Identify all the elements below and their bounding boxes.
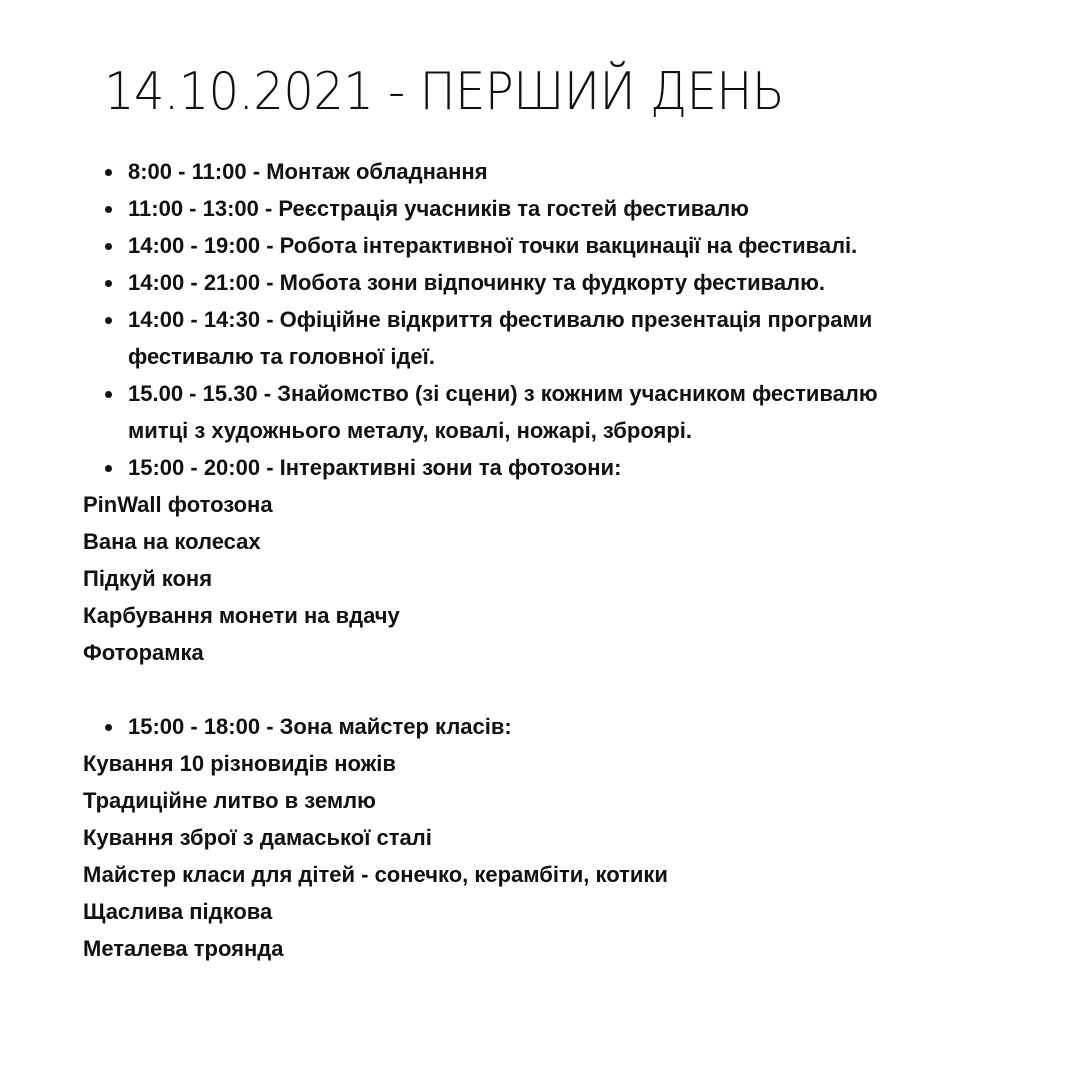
photo-zone-item: Фоторамка — [83, 640, 204, 665]
photo-zone-item: Підкуй коня — [83, 566, 213, 591]
masterclass-item: Кування зброї з дамаської сталі — [83, 825, 432, 850]
bullet-icon — [105, 724, 112, 731]
schedule-content — [83, 153, 1043, 967]
spacer — [83, 671, 1043, 708]
masterclass-header-list — [83, 708, 1043, 745]
schedule-item — [83, 190, 1043, 227]
schedule-item-text-line2: фестивалю та головної ідеї. — [128, 344, 435, 369]
photo-zone-item: Вана на колесах — [83, 529, 261, 554]
schedule-item — [83, 301, 1043, 375]
masterclass-item: Майстер класи для дітей - сонечко, керамбіти, котики — [83, 862, 668, 887]
bullet-icon — [105, 206, 112, 213]
schedule-list — [83, 153, 1043, 486]
photo-zones-list — [83, 486, 1043, 671]
masterclass-item: Традиційне литво в землю — [83, 788, 376, 813]
schedule-item — [83, 375, 1043, 449]
schedule-item — [83, 227, 1043, 264]
schedule-item-text: 11:00 - 13:00 - Реєстрація учасників та гостей фестивалю — [128, 196, 749, 221]
schedule-item — [83, 153, 1043, 190]
bullet-icon — [105, 465, 112, 472]
schedule-item-text: 15:00 - 20:00 - Інтерактивні зони та фотозони: — [128, 455, 622, 480]
schedule-item-text-line2: митці з художнього металу, ковалі, ножарі, зброярі. — [128, 418, 692, 443]
photo-zone-item: PinWall фотозона — [83, 492, 273, 517]
schedule-item-text-line1: 15.00 - 15.30 - Знайомство (зі сцени) з кожним учасником фестивалю — [128, 381, 878, 406]
masterclass-header: 15:00 - 18:00 - Зона майстер класів: — [128, 714, 512, 739]
photo-zone-item: Карбування монети на вдачу — [83, 603, 400, 628]
schedule-item-text: 14:00 - 19:00 - Робота інтерактивної точки вакцинації на фестивалі. — [128, 233, 858, 258]
schedule-item-text-line1: 14:00 - 14:30 - Офіційне відкриття фестивалю презентація програми — [128, 307, 873, 332]
schedule-item — [83, 264, 1043, 301]
bullet-icon — [105, 169, 112, 176]
masterclasses-list — [83, 745, 1043, 967]
masterclass-item: Кування 10 різновидів ножів — [83, 751, 396, 776]
masterclass-item: Металева троянда — [83, 936, 284, 961]
schedule-item-text: 14:00 - 21:00 - Мобота зони відпочинку та фудкорту фестивалю. — [128, 270, 825, 295]
bullet-icon — [105, 243, 112, 250]
page-title: 14.10.2021 - ПЕРШИЙ ДЕНЬ — [104, 62, 785, 122]
bullet-icon — [105, 280, 112, 287]
bullet-icon — [105, 317, 112, 324]
schedule-item — [83, 449, 1043, 486]
schedule-item — [83, 708, 1043, 745]
masterclass-item: Щаслива підкова — [83, 899, 273, 924]
bullet-icon — [105, 391, 112, 398]
schedule-item-text: 8:00 - 11:00 - Монтаж обладнання — [128, 159, 488, 184]
